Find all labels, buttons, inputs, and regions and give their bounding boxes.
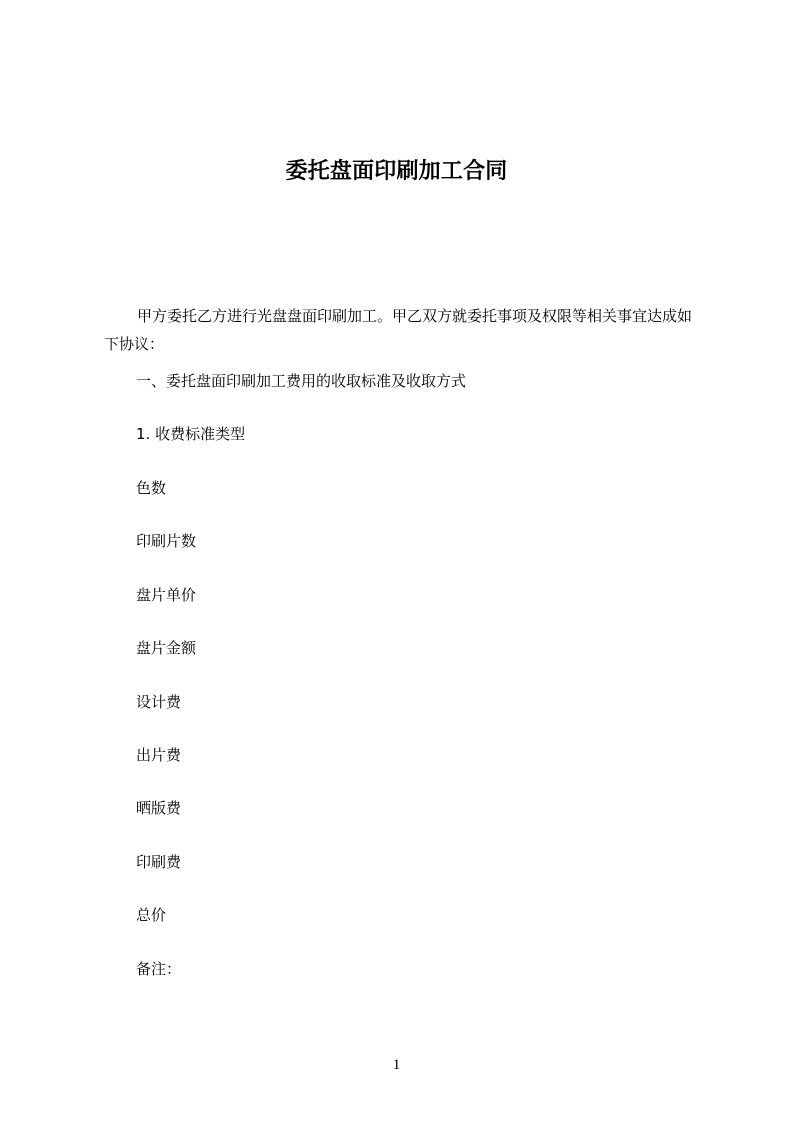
fee-item-remarks: 备注： (136, 959, 182, 978)
fee-item-disc-amount: 盘片金额 (136, 639, 197, 658)
fee-item-disc-unit-price: 盘片单价 (136, 585, 197, 604)
fee-item-total-price: 总价 (136, 906, 167, 925)
page-title: 委托盘面印刷加工合同 (285, 158, 508, 184)
fee-item-design-fee: 设计费 (136, 692, 182, 711)
fee-item-film-output-fee: 出片费 (136, 745, 182, 764)
fee-item-print-quantity: 印刷片数 (136, 532, 197, 551)
intro-paragraph: 甲方委托乙方进行光盘盘面印刷加工。甲乙双方就委托事项及权限等相关事宜达成如下协议： (104, 307, 693, 353)
fee-standard-types-heading: 1. 收费标准类型 (136, 425, 246, 443)
page-number: 1 (392, 1057, 401, 1073)
fee-item-plate-exposure-fee: 晒版费 (136, 799, 182, 818)
fee-item-printing-fee: 印刷费 (136, 852, 182, 871)
fee-item-color-count: 色数 (136, 479, 167, 497)
fee-item-list (136, 474, 196, 1008)
section-heading-fees: 一、委托盘面印刷加工费用的收取标准及收取方式 (136, 372, 467, 390)
